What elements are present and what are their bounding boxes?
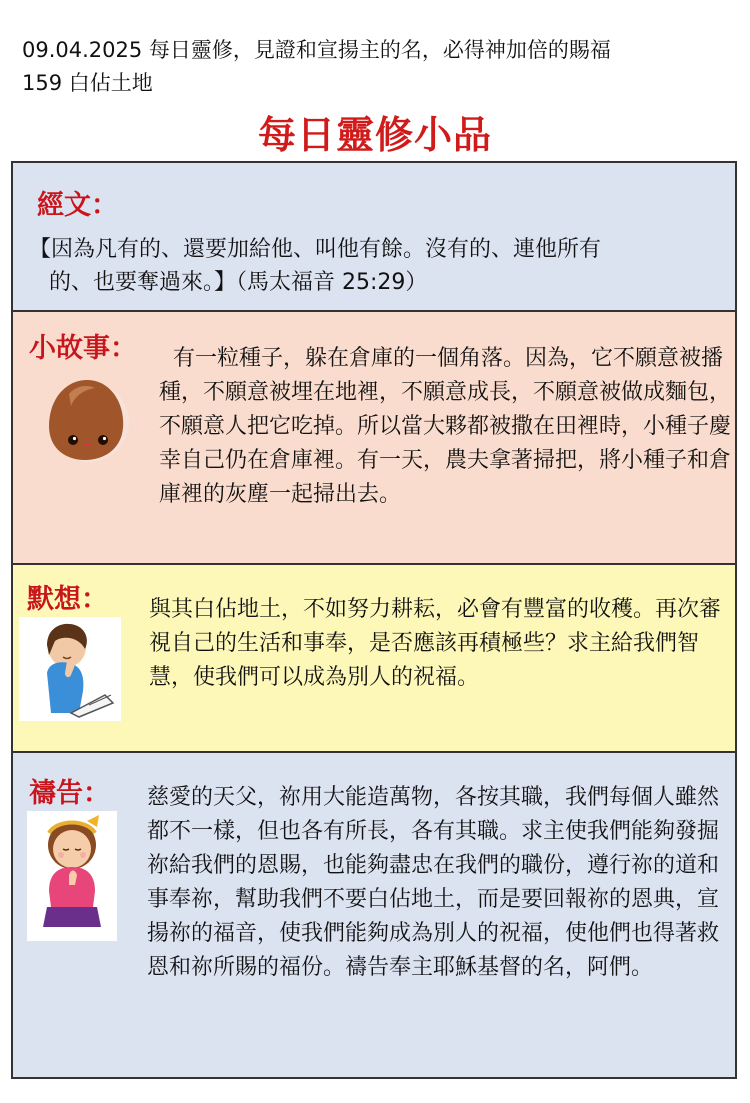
- prayer-label: 禱告：: [29, 778, 110, 809]
- meditation-section: [13, 565, 735, 753]
- page-title: 每日靈修小品: [257, 113, 492, 157]
- scripture-label: 經文：: [37, 190, 118, 221]
- meditation-text: 與其白佔地土，不如努力耕耘，必會有豐富的收穫。再次審視自己的生活和事奉，是否應該再積極些？求主給我們智慧，使我們可以成為別人的祝福。: [149, 597, 722, 690]
- header-date-line: 09.04.2025 每日靈修，見證和宣揚主的名，必得神加倍的賜福: [22, 38, 611, 62]
- scripture-section: [13, 163, 735, 312]
- header-subtitle: 159 白佔土地: [22, 71, 153, 95]
- devotional-frame: [11, 161, 737, 1079]
- story-label: 小故事：: [29, 333, 137, 364]
- prayer-section: [13, 753, 735, 1077]
- story-section: [13, 312, 735, 565]
- prayer-text: 慈愛的天父，祢用大能造萬物，各按其職，我們每個人雖然都不一樣，但也各有所長，各有其職。求主使我們能夠發掘祢給我們的恩賜，也能夠盡忠在我們的職份，遵行祢的道和事奉祢，幫助我們不要白佔地土，而是要回報祢的恩典，宣揚祢的福音，使我們能夠成為別人的祝福，使他們也得著救恩和祢所賜的福份。禱告奉主耶穌基督的名，阿們。: [147, 785, 720, 980]
- story-text: 有一粒種子，躲在倉庫的一個角落。因為，它不願意被播種，不願意被埋在地裡，不願意成長，不願意被做成麵包，不願意人把它吃掉。所以當大夥都被撒在田裡時，小種子慶幸自己仍在倉庫裡。有一天，農夫拿著掃把，將小種子和倉庫裡的灰塵一起掃出去。: [159, 346, 732, 507]
- scripture-line-2: 的、也要奪過來。】（馬太福音 25:29）: [49, 270, 428, 295]
- praying-boy-illustration-icon: [19, 617, 121, 725]
- praying-girl-illustration-icon: [27, 811, 117, 945]
- header: [22, 34, 732, 100]
- seed-illustration-icon: [39, 370, 135, 470]
- meditation-label: 默想：: [27, 584, 108, 615]
- scripture-line-1: 【因為凡有的、還要加給他、叫他有餘。沒有的、連他所有: [29, 237, 602, 262]
